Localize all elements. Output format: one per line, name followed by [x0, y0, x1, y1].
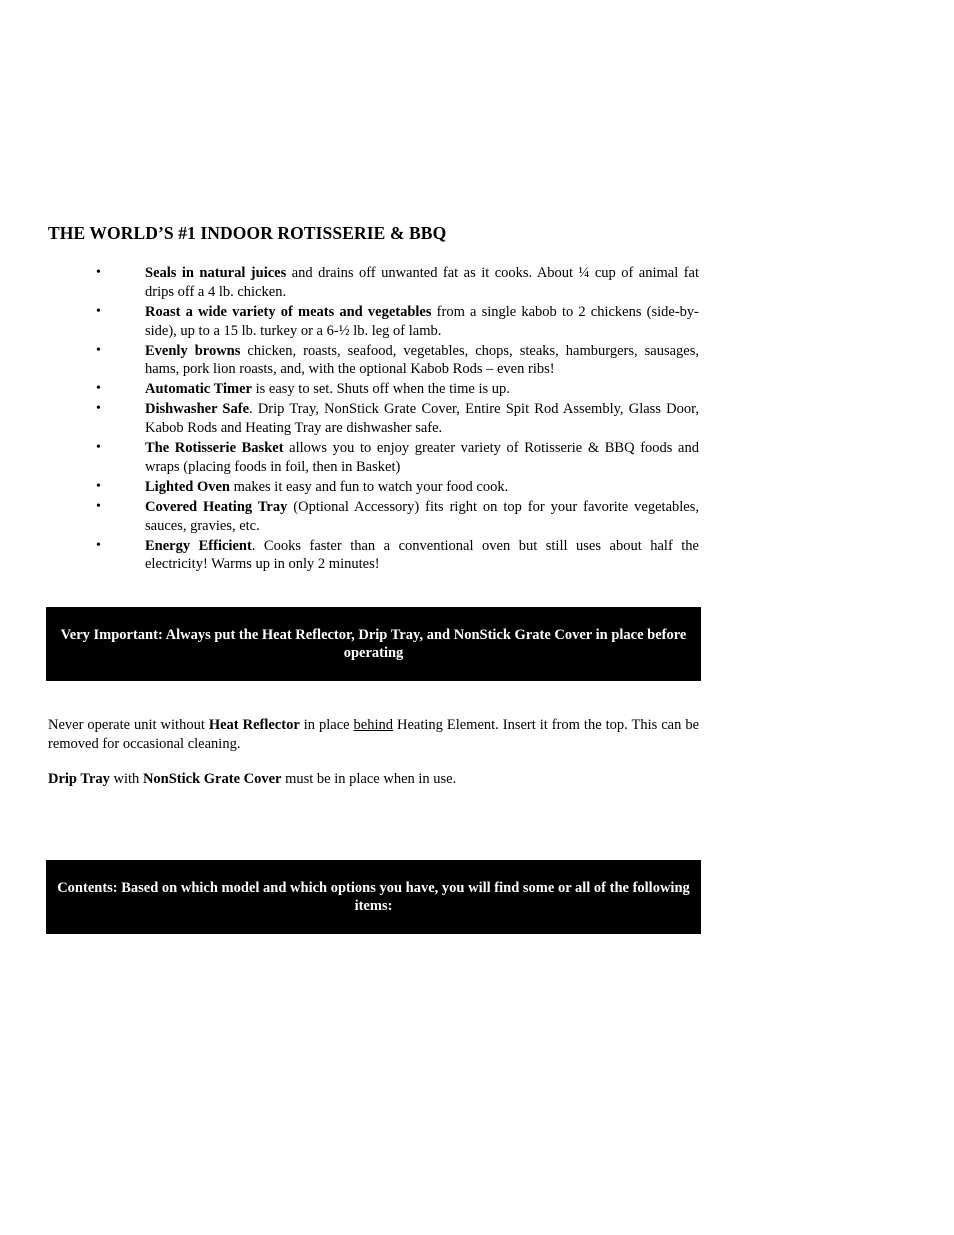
paragraph-text: must be in place when in use. [281, 771, 457, 787]
paragraph-emphasis: Drip Tray [48, 771, 110, 787]
feature-description: makes it easy and fun to watch your food cook. [230, 478, 509, 495]
heat-reflector-paragraph [48, 716, 699, 753]
bullet-icon: • [96, 265, 101, 280]
list-item [48, 498, 699, 536]
feature-title: Lighted Oven [145, 478, 230, 495]
bullet-icon: • [96, 537, 101, 553]
feature-description: allows you to enjoy greater variety of Rotisserie & BBQ foods and wraps (placing foods in foil, then in Basket) [145, 440, 699, 475]
underlined-word: behind [353, 717, 394, 733]
feature-title: Seals in natural juices [145, 265, 287, 281]
feature-title: Roast a wide variety of meats and vegetables [145, 303, 432, 320]
feature-title: The Rotisserie Basket [145, 440, 284, 457]
paragraph-emphasis: NonStick Grate Cover [142, 771, 282, 787]
page-heading: THE WORLD’S #1 INDOOR ROTISSERIE & BBQ [48, 223, 447, 243]
feature-description: . Cooks faster than a conventional oven but still uses about half the electricity! Warms up in only 2 minutes! [145, 537, 699, 573]
list-item [48, 537, 699, 575]
feature-description: . Drip Tray, NonStick Grate Cover, Entire Spit Rod Assembly, Glass Door, Kabob Rods and Heating Tray are dishwasher safe. [145, 401, 699, 437]
contents-banner [46, 860, 701, 934]
bullet-icon: • [96, 342, 101, 358]
list-item [48, 342, 699, 380]
paragraph-text: Never operate unit without [48, 717, 209, 733]
paragraph-text: in place [299, 717, 354, 733]
feature-description: is easy to set. Shuts off when the time is up. [252, 381, 510, 398]
bullet-icon: • [96, 498, 101, 514]
feature-title: Automatic Timer [145, 381, 252, 398]
important-notice-banner [46, 607, 701, 681]
feature-list [48, 264, 699, 575]
bullet-icon: • [96, 303, 101, 319]
list-item [48, 400, 699, 438]
feature-title: Dishwasher Safe [145, 401, 250, 418]
drip-tray-paragraph [48, 770, 699, 789]
feature-title: Covered Heating Tray [145, 498, 288, 515]
feature-title: Evenly browns [145, 342, 241, 359]
bullet-icon: • [96, 381, 101, 397]
feature-description: from a single kabob to 2 chickens (side-by-side), up to a 15 lb. turkey or a 6-½ lb. leg of lamb. [145, 303, 699, 339]
feature-description: (Optional Accessory) fits right on top for your favorite vegetables, sauces, gravies, etc. [145, 498, 699, 534]
bullet-icon: • [96, 478, 101, 494]
list-item [48, 478, 699, 497]
important-notice-text: Very Important: Always put the Heat Reflector, Drip Tray, and NonStick Grate Cover in place before operating [60, 626, 687, 661]
paragraph-text: with [109, 771, 143, 787]
feature-description: and drains off unwanted fat as it cooks. About ¼ cup of animal fat drips off a 4 lb. chicken. [145, 265, 699, 300]
paragraph-text: Heating Element. Insert it from the top. This can be removed for occasional cleaning. [48, 717, 700, 752]
feature-description: chicken, roasts, seafood, vegetables, chops, steaks, hamburgers, sausages, hams, pork lion roasts, and, with the optional Kabob Rods – even ribs! [145, 342, 700, 378]
list-item [48, 380, 699, 399]
contents-banner-text: Contents: Based on which model and which options you have, you will find some or all of the following items: [57, 879, 690, 914]
list-item [48, 439, 699, 477]
bullet-icon: • [96, 440, 101, 456]
list-item [48, 264, 699, 302]
feature-title: Energy Efficient [145, 537, 252, 554]
list-item [48, 303, 699, 341]
paragraph-emphasis: Heat Reflector [208, 717, 300, 733]
bullet-icon: • [96, 401, 101, 417]
